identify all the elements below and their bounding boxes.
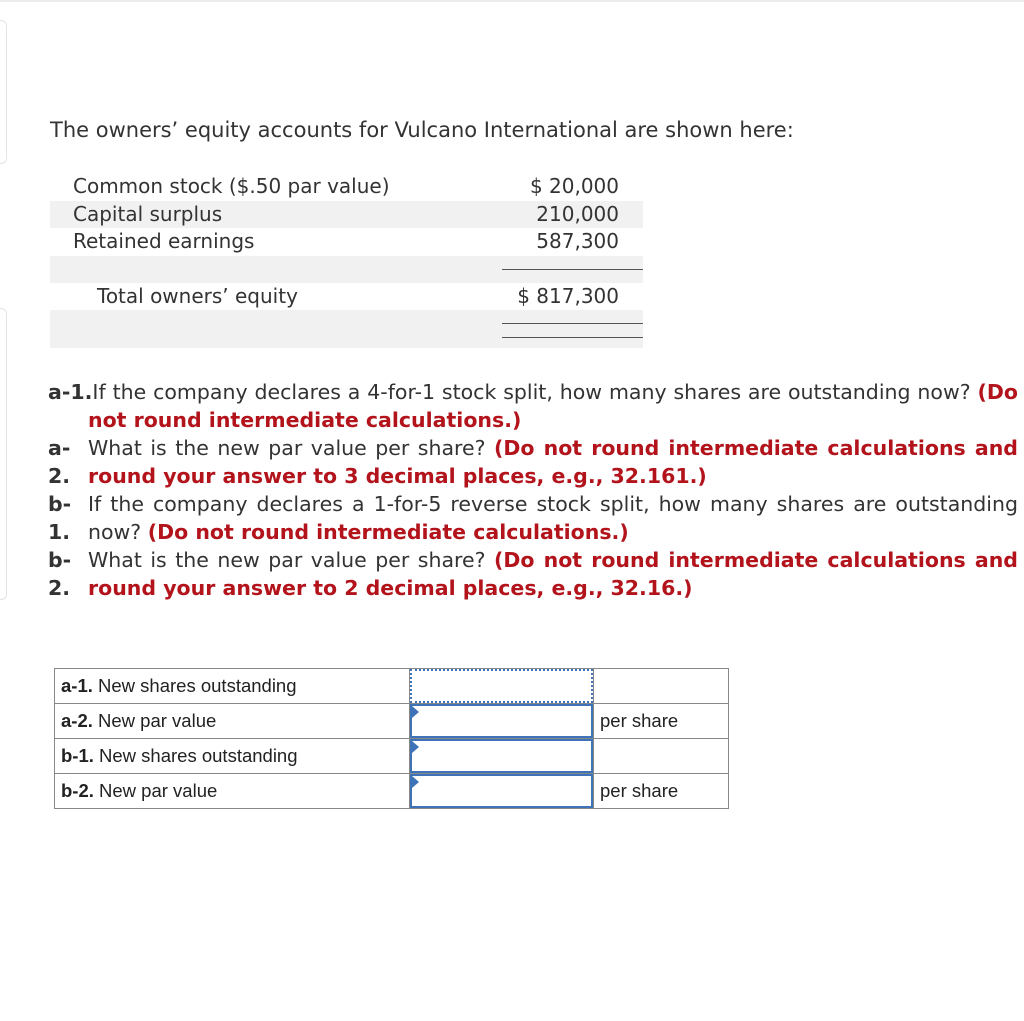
answer-label bbox=[55, 739, 410, 774]
question-note: (Do not round intermediate calculations.) bbox=[147, 520, 629, 544]
equity-row-value: $ 20,000 bbox=[529, 174, 619, 198]
question-b2 bbox=[48, 546, 1018, 602]
question-tag: a- bbox=[48, 436, 71, 460]
equity-row-label: Common stock ($.50 par value) bbox=[73, 174, 390, 198]
answer-input-frame bbox=[410, 704, 593, 738]
question-b1 bbox=[48, 490, 1018, 546]
answer-input-frame bbox=[410, 669, 593, 703]
questions bbox=[48, 378, 1018, 602]
equity-row-capital-surplus bbox=[50, 201, 643, 229]
subtotal-rule bbox=[502, 269, 643, 270]
answer-input-cell bbox=[410, 704, 594, 739]
question-tag: b- bbox=[48, 492, 72, 516]
answer-input-frame bbox=[410, 739, 593, 773]
answer-input-frame bbox=[410, 774, 593, 808]
answer-row-a2 bbox=[55, 704, 729, 739]
question-text: If the company declares a 1-for-5 reverse stock split, how many shares are outstanding now? bbox=[88, 492, 1018, 544]
answer-unit: per share bbox=[594, 774, 729, 809]
question-text: What is the new par value per share? bbox=[88, 548, 486, 572]
total-double-rule bbox=[502, 337, 643, 338]
answer-label bbox=[55, 704, 410, 739]
answer-label-text: New shares outstanding bbox=[99, 745, 298, 766]
answer-tag: b-2. bbox=[61, 780, 94, 801]
answer-table bbox=[54, 668, 729, 809]
question-tag: b- bbox=[48, 548, 72, 572]
equity-row-value: 210,000 bbox=[536, 201, 619, 226]
question-note: (Do not round intermediate calculations and round your answer to 2 decimal places, e.g., 32.16.) bbox=[88, 548, 1018, 600]
question-text: What is the new par value per share? bbox=[88, 436, 486, 460]
answer-label-text: New shares outstanding bbox=[98, 675, 297, 696]
answer-tag: b-1. bbox=[61, 745, 94, 766]
answer-input-cell bbox=[410, 739, 594, 774]
answer-label-text: New par value bbox=[99, 780, 218, 801]
answer-label bbox=[55, 774, 410, 809]
answer-label bbox=[55, 669, 410, 704]
question-tag: 2. bbox=[48, 576, 71, 600]
equity-row-label: Capital surplus bbox=[73, 201, 223, 226]
b1-shares-input[interactable] bbox=[416, 743, 589, 769]
top-divider bbox=[0, 0, 1024, 2]
equity-total-label: Total owners’ equity bbox=[97, 283, 298, 308]
answer-label-text: New par value bbox=[98, 710, 217, 731]
answer-row-a1 bbox=[55, 669, 729, 704]
answer-input-cell bbox=[410, 774, 594, 809]
left-panel-edge bbox=[0, 308, 7, 600]
equity-row-total bbox=[50, 283, 643, 311]
equity-table bbox=[50, 173, 643, 348]
answer-unit: per share bbox=[594, 704, 729, 739]
question-text: If the company declares a 4-for-1 stock split, how many shares are outstanding now? bbox=[92, 380, 971, 404]
answer-unit bbox=[594, 739, 729, 774]
question-tag: a-1. bbox=[48, 380, 93, 404]
question-a2 bbox=[48, 434, 1018, 490]
left-panel-edge bbox=[0, 20, 7, 164]
answer-tag: a-2. bbox=[61, 710, 93, 731]
answer-input-cell bbox=[410, 669, 594, 704]
question-tag: 1. bbox=[48, 520, 71, 544]
b2-par-value-input[interactable] bbox=[416, 778, 589, 804]
answer-unit bbox=[594, 669, 729, 704]
question-a1 bbox=[48, 378, 1018, 434]
equity-row-retained-earnings bbox=[50, 228, 643, 256]
a1-shares-input[interactable] bbox=[416, 673, 589, 699]
a2-par-value-input[interactable] bbox=[416, 708, 589, 734]
equity-row-common-stock bbox=[50, 173, 643, 201]
question-note: (Do not round intermediate calculations.) bbox=[88, 380, 1018, 432]
equity-total-value: $ 817,300 bbox=[517, 283, 619, 308]
answer-row-b2 bbox=[55, 774, 729, 809]
equity-row-label: Retained earnings bbox=[73, 229, 255, 253]
question-tag: 2. bbox=[48, 464, 71, 488]
equity-spacer bbox=[50, 310, 643, 348]
equity-row-value: 587,300 bbox=[536, 229, 619, 253]
problem-intro: The owners’ equity accounts for Vulcano International are shown here: bbox=[50, 118, 794, 142]
answer-tag: a-1. bbox=[61, 675, 93, 696]
answer-row-b1 bbox=[55, 739, 729, 774]
question-note: (Do not round intermediate calculations and round your answer to 3 decimal places, e.g., 32.161.) bbox=[88, 436, 1018, 488]
total-double-rule bbox=[502, 323, 643, 324]
